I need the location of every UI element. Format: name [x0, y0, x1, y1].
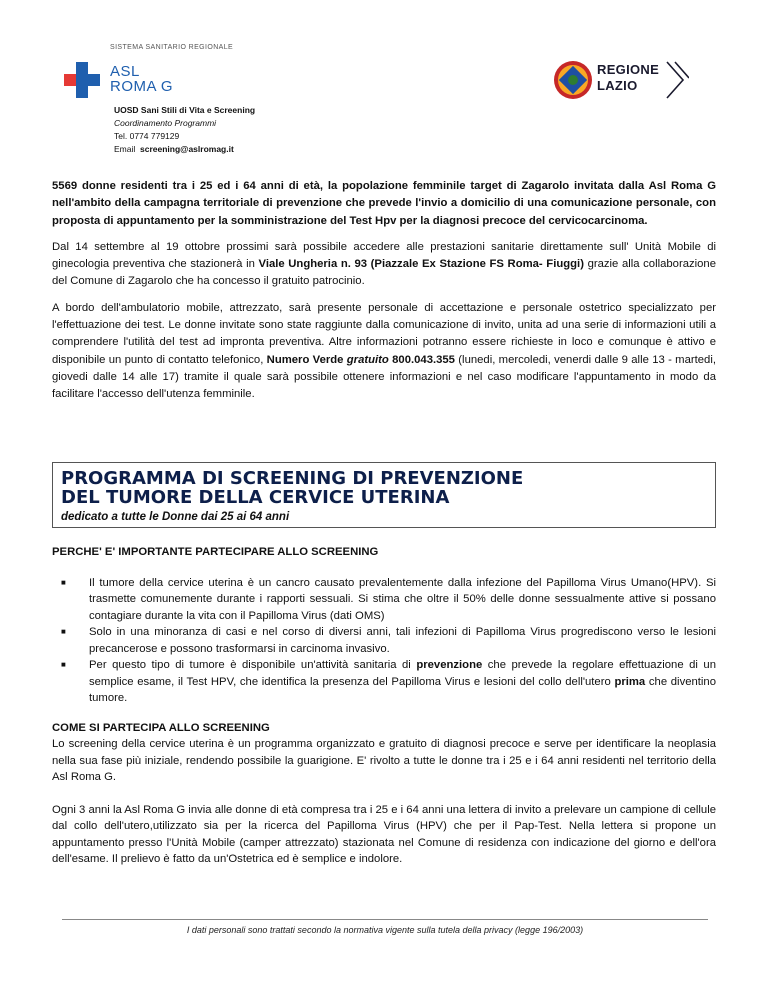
- asl-logo-text: ASL ROMA G: [110, 63, 174, 95]
- office-subtitle: Coordinamento Programmi: [114, 118, 217, 128]
- program-subtitle: dedicato a tutte le Donne dai 25 ai 64 anni: [61, 511, 290, 523]
- dates-paragraph: Dal 14 settembre al 19 ottobre prossimi sarà possibile accedere alle prestazioni sanitarie direttamente sull' Unità Mobile di ginecologia preventiva che stazionerà in Viale Ungheria n. 93 (Piazzale Ex Stazione FS Roma- Fiuggi) grazie alla collaborazione del Comune di Zagarolo che ha concesso il gratuito patrocinio.: [52, 240, 716, 288]
- regional-system-label: SISTEMA SANITARIO REGIONALE: [110, 44, 234, 51]
- toll-free-number[interactable]: 800.043.355: [388, 353, 455, 366]
- how-heading: COME SI PARTECIPA ALLO SCREENING: [52, 721, 270, 734]
- office-email-row: Email screening@aslromag.it: [114, 144, 234, 154]
- square-bullet-icon: ■: [61, 660, 66, 669]
- why-heading: PERCHE' E' IMPORTANTE PARTECIPARE ALLO SCREENING: [52, 546, 379, 558]
- toll-free-label: Numero Verde gratuito 800.043.355: [266, 353, 455, 366]
- office-name: UOSD Sani Stili di Vita e Screening: [114, 105, 256, 115]
- how-paragraph-2: Ogni 3 anni la Asl Roma G invia alle donne di età compresa tra i 25 e i 64 anni una lettera di invito a prelevare un campione di cellule dal collo dell'utero,utilizzato sia per la ricerca del Papilloma Virus (HPV) che per il Pap-Test. Nella lettera si propone un appuntamento presso l'Unità Mobile (camper attrezzato) stazionata nel Comune di residenza con indicazione del giorno e dell'ora dell'esame. Il prelievo è fatto da un'Ostetrica ed è semplice e indolore.: [52, 803, 716, 865]
- office-phone: Tel. 0774 779129: [114, 131, 180, 141]
- asl-cross-logo-icon: [64, 62, 100, 98]
- why-list: [52, 575, 716, 707]
- footer-divider: [62, 919, 708, 920]
- regione-lazio-text: REGIONE LAZIO: [597, 62, 660, 93]
- location-address: Viale Ungheria n. 93 (Piazzale Ex Stazione FS Roma- Fiuggi): [258, 258, 584, 271]
- office-contact-block: [114, 104, 255, 156]
- info-paragraph: A bordo dell'ambulatorio mobile, attrezzato, sarà presente personale di accettazione e personale ostetrico specializzato per l'effettuazione dei test. Le donne invitate sono state raggiunte dalla comunicazione di invito, unita ad una serie di informazioni utili a comprendere l'utilità del test ad impronta preventiva. Altre informazioni potranno essere richieste in loco e comunque è attivo e disponibile un punto di contatto telefonico, Numero Verde gratuito 800.043.355 (lunedi, mercoledi, venerdi dalle 9 alle 13 - martedi, giovedi dalle 14 alle 17) tramite il quale sarà possibile ottenere informazioni e nel caso modificare l'appuntamento in modo da facilitare l'accesso dell'utenza femminile.: [52, 301, 716, 401]
- privacy-footer: I dati personali sono trattati secondo la normativa vigente sulla tutela della privacy (legge 196/2003): [186, 925, 584, 935]
- regione-lazio-logo: [553, 58, 689, 100]
- program-title: PROGRAMMA DI SCREENING DI PREVENZIONE DEL TUMORE DELLA CERVICE UTERINA: [61, 468, 524, 508]
- square-bullet-icon: ■: [61, 627, 66, 636]
- list-item: ■ Solo in una minoranza di casi e nel corso di diversi anni, tali infezioni di Papilloma Virus progrediscono verso le lesioni precancerose e possono trasformarsi in carcinoma invasivo.: [61, 626, 716, 655]
- program-title-box: [52, 462, 716, 528]
- lead-paragraph: 5569 donne residenti tra i 25 ed i 64 anni di età, la popolazione femminile target di Zagarolo invitata dalla Asl Roma G nell'ambito della campagna territoriale di prevenzione che prevede l'invio a domicilio di una comunicazione personale, con proposta di appuntamento per la somministrazione del Test Hpv per la diagnosi precoce del cervicocarcinoma.: [52, 180, 716, 227]
- letterhead: [0, 0, 768, 160]
- list-item: ■ Il tumore della cervice uterina è un cancro causato prevalentemente dalla infezione del Papilloma Virus Umano(HPV). Si trasmette comunemente durante i rapporti sessuali. Si stima che oltre il 50% delle donne sessualmente attive si possano contagiare durante la vita con il Papilloma Virus (dati OMS): [61, 576, 716, 622]
- list-item: ■ Per questo tipo di tumore è disponibile un'attività sanitaria di prevenzione che prevede la regolare effettuazione di un semplice esame, il Test HPV, che identifica la presenza del Papilloma Virus e lesioni del collo dell'utero prima che diventino tumore.: [61, 659, 716, 704]
- office-email[interactable]: screening@aslromag.it: [140, 144, 234, 154]
- regione-lazio-chevron-icon: [665, 60, 689, 100]
- program-info: [52, 544, 716, 868]
- how-paragraph-1: Lo screening della cervice uterina è un programma organizzato e gratuito di diagnosi precoce e serve per identificare la neoplasia nella sua fase più iniziale, rendendo possibile la guarigione. E' rivolto a tutte le donne tra i 25 e i 64 anni residenti nel territorio della Asl Roma G.: [52, 738, 716, 783]
- press-release-body: [52, 178, 716, 413]
- square-bullet-icon: ■: [61, 577, 66, 587]
- regione-lazio-seal-icon: [553, 60, 593, 100]
